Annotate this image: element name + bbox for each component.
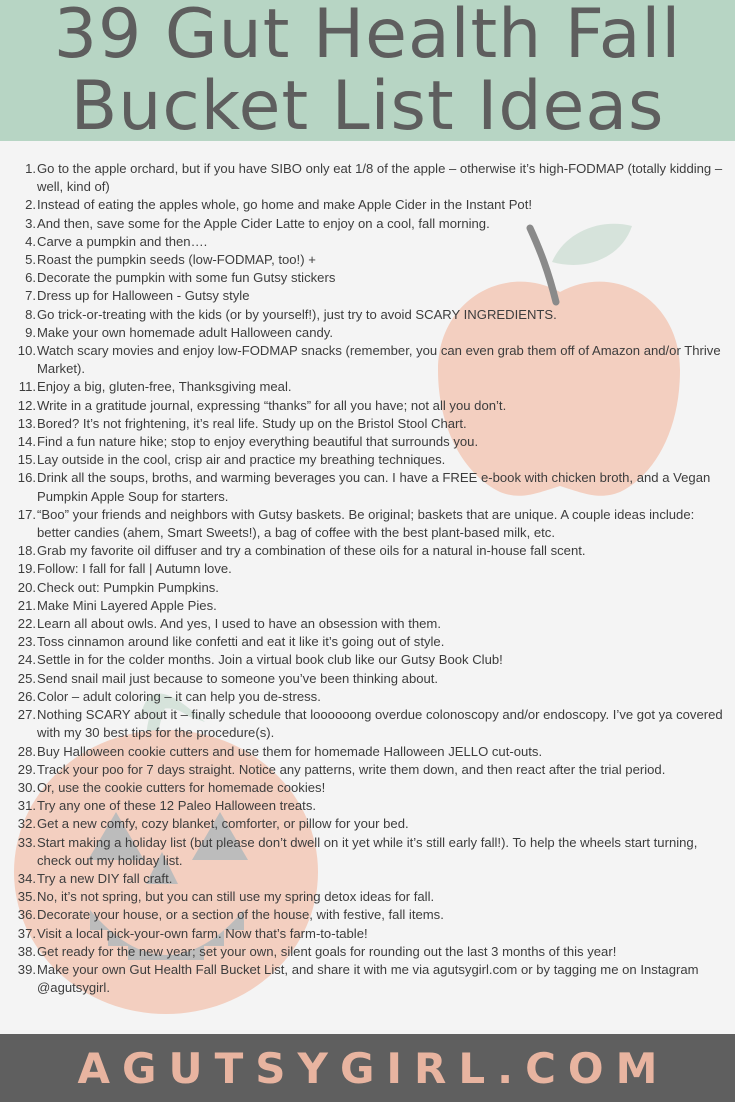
list-item xyxy=(0,579,735,597)
list-item-text: Nothing SCARY about it – finally schedule that loooooong overdue colonoscopy and/or endoscopy. I’ve got ya covered with my 30 best tips for the procedure(s). xyxy=(37,707,723,741)
list-item-text: Make your own Gut Health Fall Bucket List, and share it with me via agutsygirl.com or by tagging me on Instagram @agutsygirl. xyxy=(37,961,699,996)
list-item-text: Start making a holiday list (but please don’t dwell on it yet while it’s still early fall!). To help the wheels start turning, check out my holiday list. xyxy=(37,834,698,868)
list-item-text: Settle in for the colder months. Join a virtual book club like our Gutsy Book Club! xyxy=(37,652,503,668)
list-item-number: 30. xyxy=(17,779,36,795)
list-item-text: Drink all the soups, broths, and warming beverages you can. I have a FREE e-book with chicken broth, and a Vegan Pumpkin Apple Soup for starters. xyxy=(37,470,711,504)
list-item xyxy=(0,306,735,324)
list-item-text: Bored? It’s not frightening, it’s real life. Study up on the Bristol Stool Chart. xyxy=(37,415,467,431)
list-item xyxy=(0,670,735,688)
list-item-text: Try a new DIY fall craft. xyxy=(37,870,173,886)
list-item-text: Send snail mail just because to someone you’ve been thinking about. xyxy=(37,670,439,686)
list-item-number: 36. xyxy=(17,907,36,923)
list-item xyxy=(0,870,735,888)
page-title-line-1: 39 Gut Health Fall xyxy=(53,0,682,74)
list-item xyxy=(0,251,735,269)
list-item-number: 25. xyxy=(17,670,36,686)
page-footer xyxy=(0,1034,735,1102)
list-item xyxy=(0,633,735,651)
list-item xyxy=(0,797,735,815)
list-item-number: 17. xyxy=(17,506,36,522)
list-item xyxy=(0,706,735,742)
list-item-text: Follow: I fall for fall | Autumn love. xyxy=(37,561,232,577)
list-item-number: 33. xyxy=(17,834,36,850)
list-item-number: 8. xyxy=(25,306,36,322)
list-item-number: 15. xyxy=(17,452,36,468)
list-item-number: 11. xyxy=(18,379,36,395)
list-item-text: Learn all about owls. And yes, I used to have an obsession with them. xyxy=(37,616,441,632)
list-item xyxy=(0,615,735,633)
list-item xyxy=(0,597,735,615)
list-item-number: 21. xyxy=(17,597,36,613)
list-item xyxy=(0,743,735,761)
list-item xyxy=(0,342,735,378)
list-item-text: Visit a local pick-your-own farm. Now that’s farm-to-table! xyxy=(37,925,368,941)
list-item-number: 28. xyxy=(17,743,36,759)
list-item-number: 12. xyxy=(17,397,36,413)
list-item xyxy=(0,688,735,706)
list-item xyxy=(0,779,735,797)
bucket-list xyxy=(0,160,735,997)
list-item-number: 35. xyxy=(17,889,36,905)
list-item-text: Buy Halloween cookie cutters and use them for homemade Halloween JELLO cut-outs. xyxy=(37,743,543,759)
list-item-number: 24. xyxy=(17,652,36,668)
footer-site-name: AGUTSYGIRL.COM xyxy=(77,1043,670,1093)
list-item-text: Find a fun nature hike; stop to enjoy everything beautiful that surrounds you. xyxy=(37,434,479,450)
list-item xyxy=(0,469,735,505)
list-item-text: Instead of eating the apples whole, go home and make Apple Cider in the Instant Pot! xyxy=(37,197,532,213)
list-item xyxy=(0,761,735,779)
list-item-text: Track your poo for 7 days straight. Notice any patterns, write them down, and then react after the trial period. xyxy=(37,761,666,777)
list-item-text: Try any one of these 12 Paleo Halloween treats. xyxy=(37,798,317,814)
list-item xyxy=(0,961,735,997)
list-item-number: 3. xyxy=(25,215,36,231)
list-item-number: 38. xyxy=(17,943,36,959)
list-item-text: Decorate the pumpkin with some fun Gutsy stickers xyxy=(37,270,336,286)
list-item xyxy=(0,233,735,251)
list-item-text: Go trick-or-treating with the kids (or by yourself!), just try to avoid SCARY INGREDIENTS. xyxy=(37,306,557,322)
list-item-number: 29. xyxy=(17,761,36,777)
list-item-number: 23. xyxy=(17,634,36,650)
list-item-text: Color – adult coloring – it can help you de-stress. xyxy=(37,688,321,704)
list-item-number: 19. xyxy=(17,561,36,577)
list-item-text: “Boo” your friends and neighbors with Gutsy baskets. Be original; baskets that are unique. A couple ideas include: better candies (ahem, Smart Sweets!), a bag of coffee with the best plant-based milk, etc. xyxy=(37,506,695,541)
list-item-number: 22. xyxy=(17,616,36,632)
list-item-number: 27. xyxy=(17,707,36,723)
list-item-text: Roast the pumpkin seeds (low-FODMAP, too!) + xyxy=(37,252,316,268)
list-item xyxy=(0,451,735,469)
list-item xyxy=(0,651,735,669)
list-item-number: 34. xyxy=(17,870,36,886)
list-item xyxy=(0,834,735,870)
list-item-number: 1. xyxy=(25,161,36,176)
list-item-number: 39. xyxy=(17,961,36,977)
list-item-number: 5. xyxy=(25,252,36,268)
list-item-text: Make your own homemade adult Halloween candy. xyxy=(37,324,333,340)
list-item xyxy=(0,215,735,233)
list-item-text: Get ready for the new year; set your own, silent goals for rounding out the last 3 months of this year! xyxy=(37,943,617,959)
list-item-number: 7. xyxy=(25,288,36,304)
list-item-text: Decorate your house, or a section of the house, with festive, fall items. xyxy=(37,907,444,923)
list-item-number: 4. xyxy=(25,233,36,249)
list-item xyxy=(0,269,735,287)
list-item xyxy=(0,287,735,305)
list-item-text: Check out: Pumpkin Pumpkins. xyxy=(37,579,219,595)
list-item-text: And then, save some for the Apple Cider Latte to enjoy on a cool, fall morning. xyxy=(37,215,490,231)
list-item xyxy=(0,378,735,396)
list-item-text: Write in a gratitude journal, expressing “thanks” for all you have; not all you don’t. xyxy=(37,397,507,413)
list-item-number: 20. xyxy=(17,579,36,595)
list-item xyxy=(0,433,735,451)
list-item xyxy=(0,888,735,906)
list-item xyxy=(0,415,735,433)
list-item-number: 32. xyxy=(17,816,36,832)
list-item-number: 31. xyxy=(17,798,36,814)
list-item xyxy=(0,196,735,214)
list-item-number: 10. xyxy=(17,343,36,359)
list-item xyxy=(0,324,735,342)
list-item-text: Lay outside in the cool, crisp air and practice my breathing techniques. xyxy=(37,452,446,468)
list-item-number: 37. xyxy=(17,925,36,941)
list-item xyxy=(0,160,735,196)
list-item-text: No, it’s not spring, but you can still use my spring detox ideas for fall. xyxy=(37,889,435,905)
list-item-text: Watch scary movies and enjoy low-FODMAP snacks (remember, you can even grab them off of Amazon and/or Thrive Market). xyxy=(37,343,721,377)
list-item-text: Make Mini Layered Apple Pies. xyxy=(37,597,217,613)
list-item-text: Grab my favorite oil diffuser and try a combination of these oils for a natural in-house fall scent. xyxy=(37,543,586,559)
list-item-number: 13. xyxy=(17,415,36,431)
list-item xyxy=(0,560,735,578)
list-item-text: Carve a pumpkin and then…. xyxy=(37,233,208,249)
list-item-text: Dress up for Halloween - Gutsy style xyxy=(37,288,250,304)
list-item xyxy=(0,925,735,943)
list-item xyxy=(0,906,735,924)
list-item-number: 6. xyxy=(25,270,36,286)
list-item-text: Enjoy a big, gluten-free, Thanksgiving meal. xyxy=(37,379,292,395)
list-item-text: Toss cinnamon around like confetti and eat it like it’s going out of style. xyxy=(37,634,445,650)
list-item-number: 14. xyxy=(17,434,36,450)
list-item-text: Or, use the cookie cutters for homemade cookies! xyxy=(37,779,326,795)
list-item xyxy=(0,506,735,542)
list-item-number: 26. xyxy=(17,688,36,704)
list-item-text: Go to the apple orchard, but if you have SIBO only eat 1/8 of the apple – otherwise it’s high-FODMAP (totally kidding – well, kind of) xyxy=(37,161,723,195)
list-item xyxy=(0,542,735,560)
list-item-number: 9. xyxy=(25,324,36,340)
list-item-text: Get a new comfy, cozy blanket, comforter, or pillow for your bed. xyxy=(37,816,409,832)
list-item xyxy=(0,943,735,961)
list-item xyxy=(0,815,735,833)
list-item-number: 18. xyxy=(17,543,36,559)
list-item-number: 16. xyxy=(17,470,36,486)
list-item-number: 2. xyxy=(25,197,36,213)
list-item xyxy=(0,397,735,415)
page-title-line-2: Bucket List Ideas xyxy=(70,67,665,141)
